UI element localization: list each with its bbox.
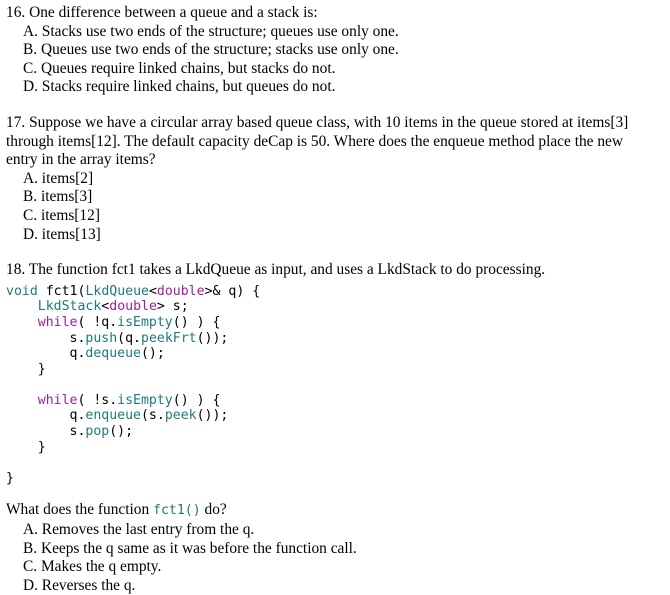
code-text: q. (6, 408, 86, 424)
question-18-prompt (6, 501, 666, 521)
question-17-choice-c: C. items[12] (23, 206, 100, 224)
code-block (6, 284, 666, 487)
code-text: s. (6, 330, 86, 346)
code-text: ( !s. (77, 392, 118, 408)
code-text: q. (6, 346, 86, 362)
code-keyword: double (156, 283, 205, 299)
prompt-text: What does the function (6, 501, 154, 519)
code-text: (s. (140, 408, 165, 424)
code-line-7 (6, 377, 666, 393)
quiz-page (6, 4, 666, 595)
question-17-choice-b: B. items[3] (23, 188, 93, 206)
code-text: (q. (117, 330, 141, 346)
code-line-13: } (6, 470, 14, 486)
code-text: ()); (196, 408, 229, 424)
spacer (6, 244, 666, 261)
code-line-9 (6, 408, 666, 424)
code-method: isEmpty (117, 314, 173, 330)
code-type: LkdStack (37, 299, 102, 315)
code-punct: ( (77, 283, 86, 299)
code-text: s. (6, 424, 86, 440)
question-16-choice-d: D. Stacks require linked chains, but queues do not. (23, 78, 336, 96)
question-18-choice-c: C. Makes the q empty. (23, 558, 162, 576)
code-text: ( !q. (77, 314, 118, 330)
prompt-function-name: fct1() (153, 503, 201, 519)
code-line-4 (6, 331, 666, 347)
code-line-5 (6, 346, 666, 362)
question-18-choice-a: A. Removes the last entry from the q. (23, 521, 255, 539)
code-method: isEmpty (117, 392, 173, 408)
code-text: (); (140, 346, 165, 362)
code-type: LkdQueue (85, 283, 149, 299)
code-keyword: while (37, 314, 78, 330)
code-line-2 (6, 299, 666, 315)
code-line-3 (6, 315, 666, 331)
question-16-choice-a: A. Stacks use two ends of the structure; queues use only one. (23, 22, 399, 40)
code-method: peek (164, 408, 197, 424)
code-text: >& q) { (204, 283, 261, 299)
prompt-text: do? (200, 501, 227, 519)
question-16-choice-b: B. Queues use two ends of the structure; stacks use only one. (23, 41, 399, 59)
question-18-choice-d: D. Reverses the q. (23, 576, 136, 594)
code-method: pop (85, 424, 110, 440)
code-indent (6, 299, 38, 314)
question-18 (6, 261, 666, 595)
code-indent (6, 393, 38, 408)
question-16-text: 16. One difference between a queue and a stack is: (6, 4, 318, 21)
code-method: push (85, 330, 118, 346)
question-16-choice-c: C. Queues require linked chains, but stacks do not. (23, 59, 336, 77)
code-method: dequeue (85, 346, 141, 362)
code-text: (); (109, 424, 134, 440)
code-punct: < (148, 283, 157, 299)
code-method: enqueue (85, 408, 141, 424)
code-line-8 (6, 393, 666, 409)
code-keyword: while (37, 392, 78, 408)
question-17-choice-a: A. items[2] (23, 169, 94, 187)
code-text: ()); (196, 330, 229, 346)
code-line-11: } (6, 439, 46, 455)
code-line-6: } (6, 361, 46, 377)
code-text: () ) { (172, 314, 221, 330)
question-17-choice-d: D. items[13] (23, 225, 101, 243)
question-18-choice-b: B. Keeps the q same as it was before the function call. (23, 539, 357, 557)
code-line-12 (6, 455, 666, 471)
question-16 (6, 4, 666, 97)
code-punct: < (101, 299, 110, 315)
question-17 (6, 114, 666, 244)
code-line-10 (6, 424, 666, 440)
question-17-text: 17. Suppose we have a circular array based queue class, with 10 items in the queue stored at items[3] through items[12]. The default capacity deCap is 50. Where does the enqueue method place the new entry in the array items? (6, 113, 629, 169)
code-line-1 (6, 284, 666, 300)
code-keyword: double (109, 299, 157, 315)
code-text: () ) { (172, 392, 221, 408)
code-method: peekFrt (141, 330, 197, 346)
code-text: > s; (156, 299, 189, 315)
code-indent (6, 315, 38, 330)
question-18-text: 18. The function fct1 takes a LkdQueue as input, and uses a LkdStack to do processing. (6, 261, 546, 279)
spacer (6, 97, 666, 114)
spacer (6, 486, 666, 501)
code-function-name: fct1 (45, 283, 78, 299)
code-keyword: void (6, 283, 38, 299)
